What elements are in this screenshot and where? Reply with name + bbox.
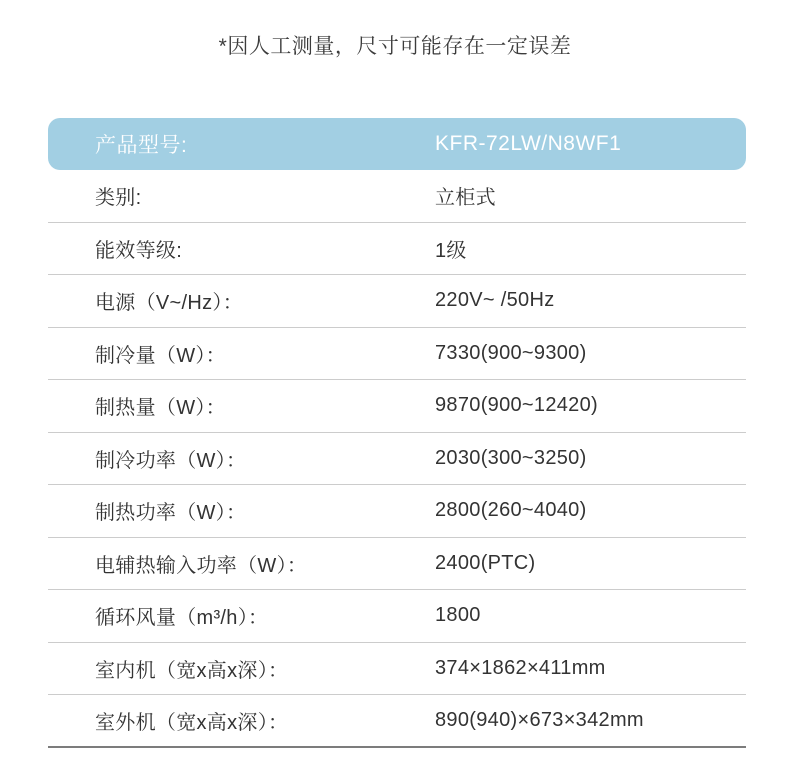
spec-label: 制热量（W）： (95, 397, 226, 420)
spec-row-power-supply (48, 275, 746, 328)
spec-header-label: 产品型号: (95, 134, 188, 157)
spec-header-value: KFR-72LW/N8WF1 (435, 132, 622, 155)
spec-row-category (48, 170, 746, 223)
spec-value: 9870(900~12420) (435, 394, 598, 417)
spec-value: 2800(260~4040) (435, 499, 587, 522)
spec-row-aux-heating-power (48, 538, 746, 591)
spec-row-indoor-unit-size (48, 643, 746, 696)
spec-label: 电源（V~/Hz）： (95, 292, 244, 315)
spec-label: 制冷功率（W）： (95, 449, 247, 472)
spec-row-outdoor-unit-size (48, 695, 746, 748)
product-spec-table (48, 118, 746, 748)
spec-value: 1级 (435, 239, 467, 262)
spec-value: 374×1862×411mm (435, 656, 606, 679)
spec-label: 电辅热输入功率（W）： (95, 554, 308, 577)
spec-row-cooling-capacity (48, 328, 746, 381)
spec-label: 制热功率（W）： (95, 502, 247, 525)
spec-value: 1800 (435, 604, 481, 627)
spec-label: 室内机（宽x高x深）： (95, 659, 289, 682)
spec-label: 制冷量（W）： (95, 344, 226, 367)
measurement-note: *因人工测量，尺寸可能存在一定误差 (218, 35, 572, 58)
spec-value: 890(940)×673×342mm (435, 708, 644, 731)
spec-row-heating-capacity (48, 380, 746, 433)
spec-row-heating-power (48, 485, 746, 538)
spec-row-air-circulation (48, 590, 746, 643)
spec-table-header (48, 118, 746, 170)
spec-row-cooling-power (48, 433, 746, 486)
spec-label: 室外机（宽x高x深）： (95, 711, 289, 734)
spec-value: 立柜式 (435, 187, 496, 210)
spec-value: 220V~ /50Hz (435, 289, 555, 312)
spec-value: 7330(900~9300) (435, 341, 587, 364)
spec-label: 类别: (95, 187, 142, 210)
spec-label: 循环风量（m³/h）： (95, 607, 269, 630)
spec-row-energy-rating (48, 223, 746, 276)
spec-value: 2030(300~3250) (435, 446, 587, 469)
spec-value: 2400(PTC) (435, 551, 536, 574)
spec-label: 能效等级: (95, 239, 183, 262)
